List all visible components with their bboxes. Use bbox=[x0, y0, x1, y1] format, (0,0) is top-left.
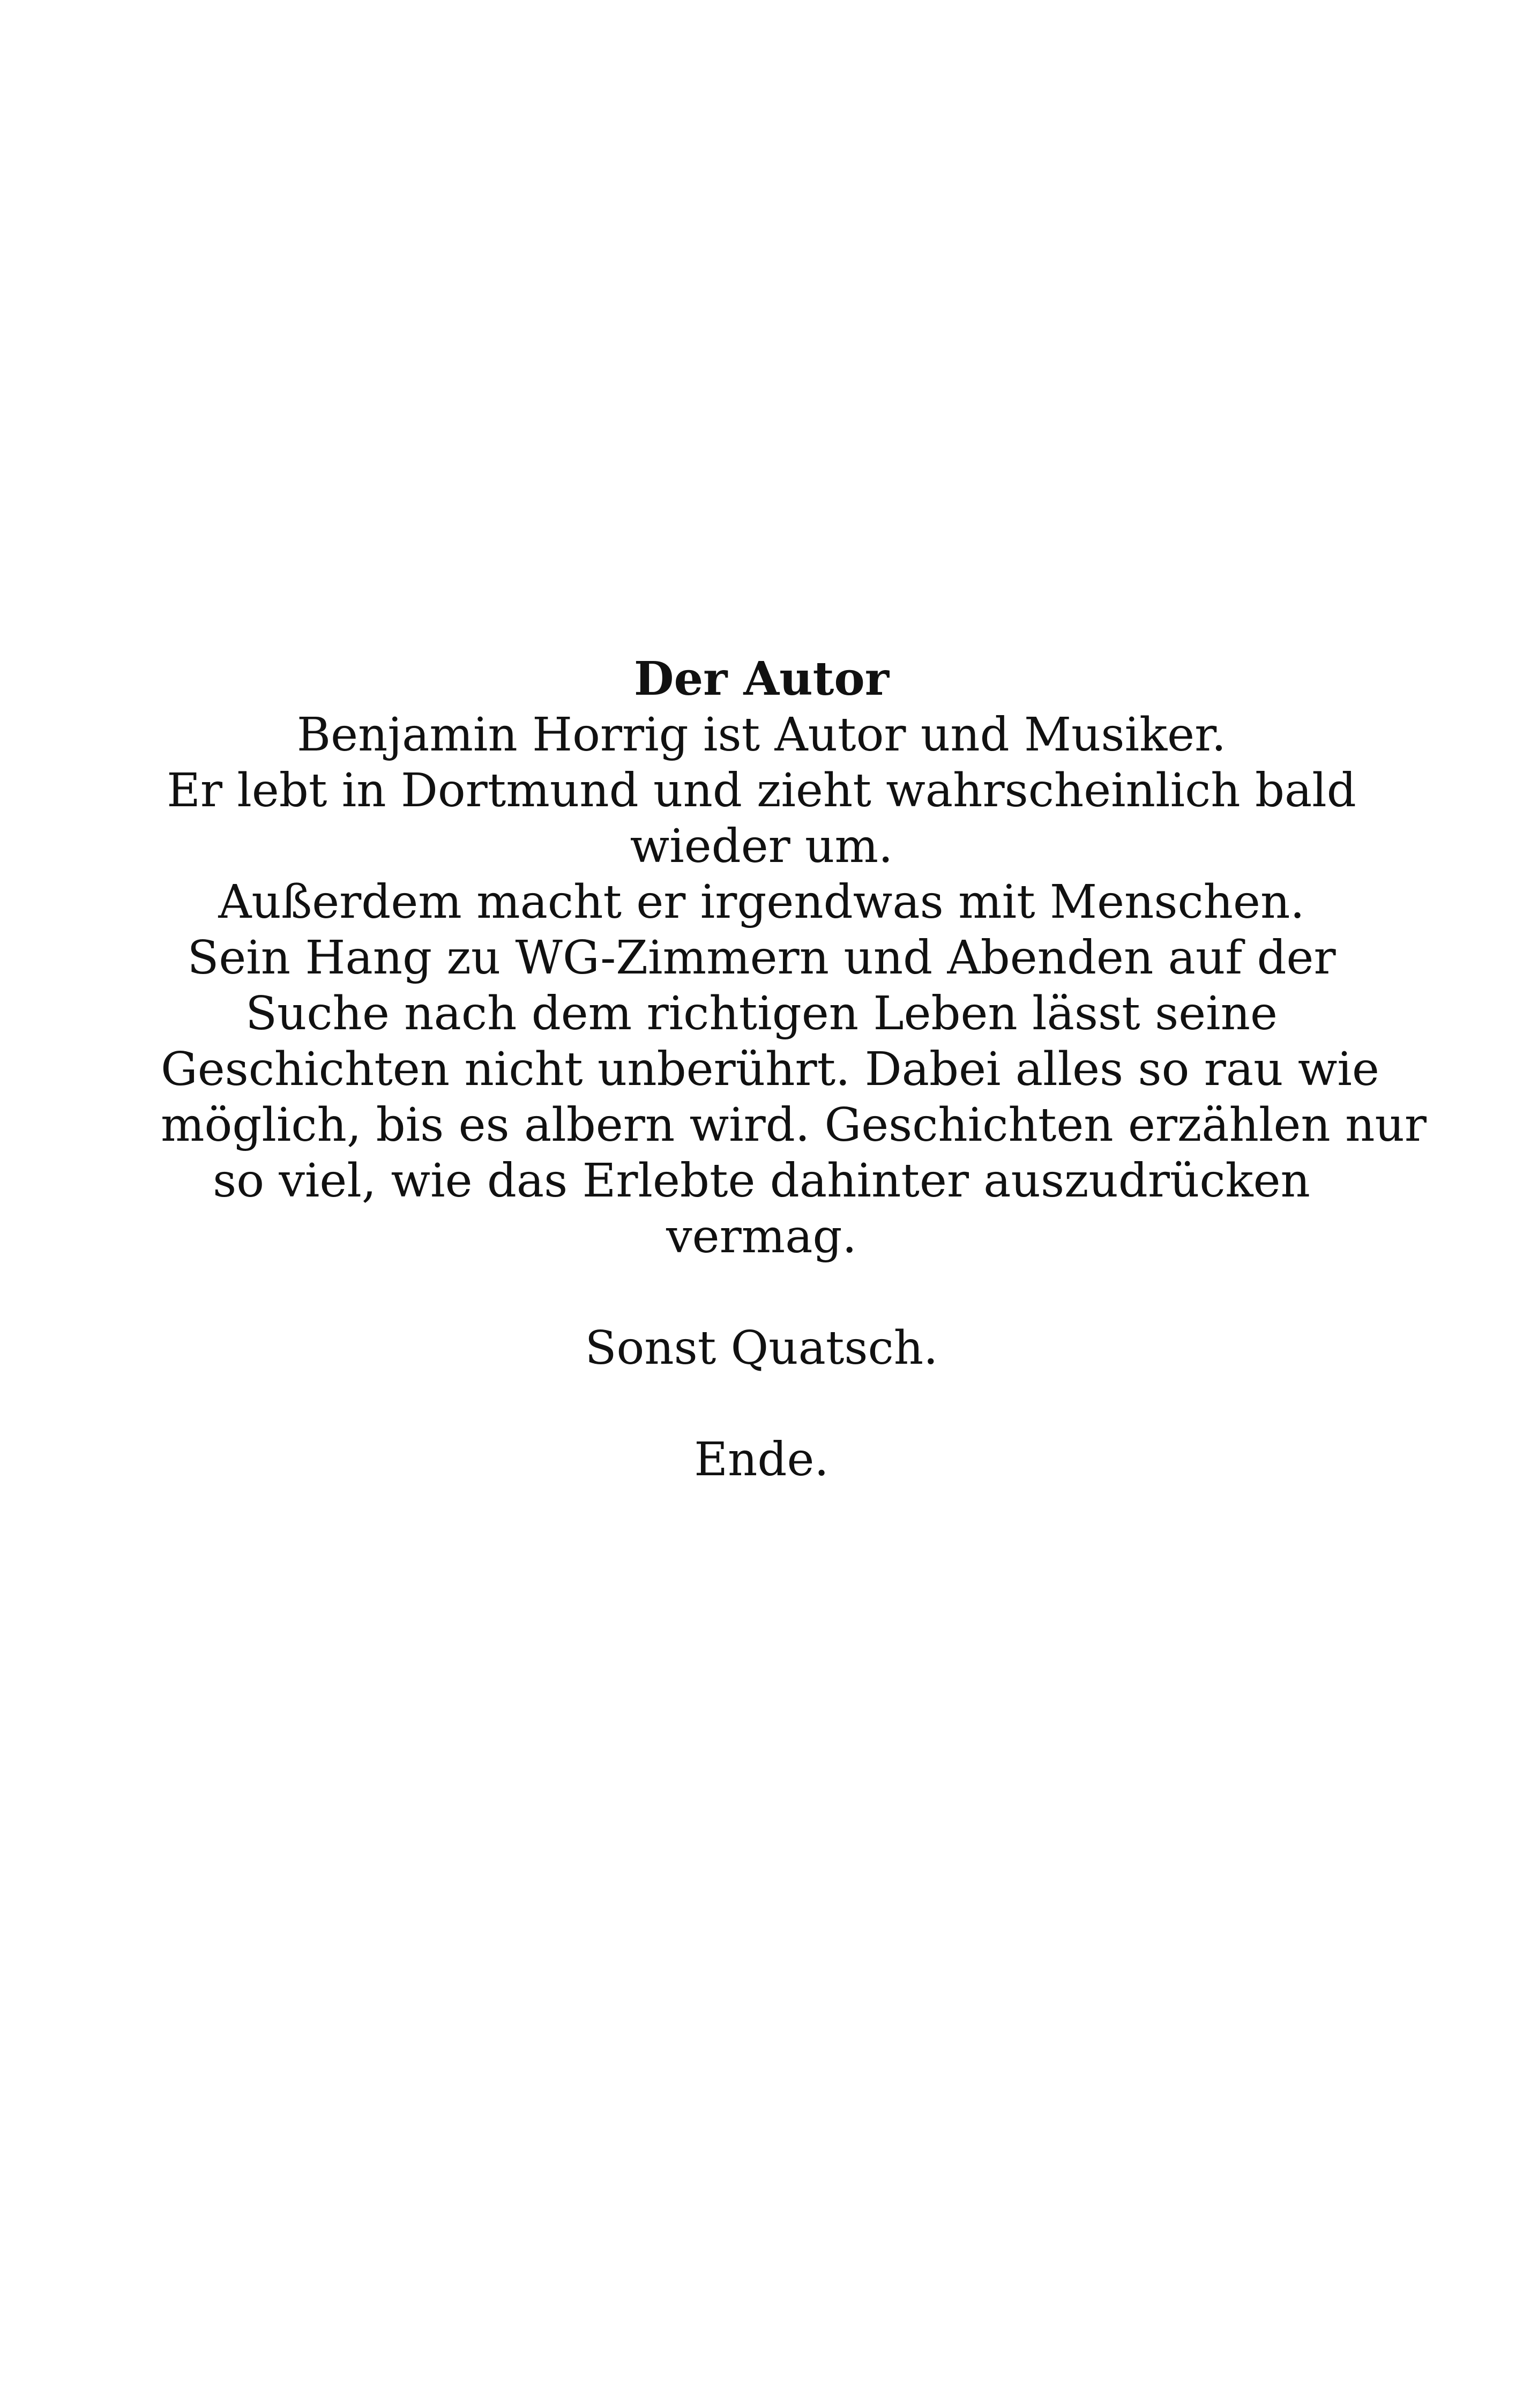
bio-line: vermag. bbox=[666, 1210, 857, 1264]
bio-line: Geschichten nicht unberührt. Dabei alles so rau wie bbox=[161, 1043, 1379, 1096]
bio-line: Er lebt in Dortmund und zieht wahrscheinlich bald bbox=[167, 764, 1356, 817]
end-line: Ende. bbox=[694, 1433, 829, 1487]
author-bio bbox=[161, 707, 1427, 1265]
bio-line: Suche nach dem richtigen Leben lässt seine bbox=[245, 987, 1278, 1041]
bio-line: Benjamin Horrig ist Autor und Musiker. bbox=[296, 708, 1227, 762]
bio-line: Sein Hang zu WG-Zimmern und Abenden auf der bbox=[187, 931, 1336, 985]
bio-line: so viel, wie das Erlebte dahinter auszudrücken bbox=[213, 1154, 1310, 1208]
bio-line: wieder um. bbox=[630, 820, 893, 873]
bio-line: Außerdem macht er irgendwas mit Menschen. bbox=[218, 875, 1305, 929]
bio-line: möglich, bis es albern wird. Geschichten erzählen nur bbox=[161, 1098, 1427, 1152]
closing-line: Sonst Quatsch. bbox=[585, 1321, 938, 1375]
author-section bbox=[161, 651, 1427, 1488]
section-heading: Der Autor bbox=[633, 652, 890, 706]
